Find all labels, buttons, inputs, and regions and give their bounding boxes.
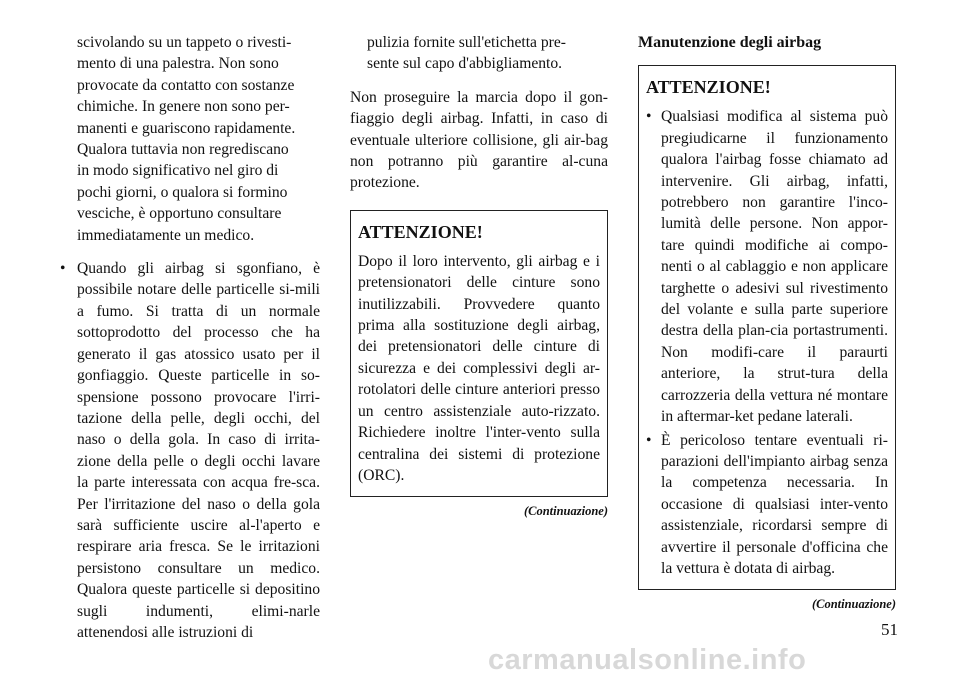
continuation-label: (Continuazione): [811, 597, 896, 612]
bullet-text: È pericoloso tentare eventuali ri-parazioni dell'impianto airbag senza la competenza necessaria. In occasione di qualsiasi inter-vento assistenziale, ricordarsi sempre di avvertire il personale d'officina che la vettura è dotata di airbag.: [661, 431, 888, 577]
watermark: carmanualsonline.info: [488, 644, 807, 676]
text-line: vesciche, è opportuno consultare: [77, 205, 282, 223]
text-line: scivolando su un tappeto o rivesti-: [77, 34, 292, 51]
page-number: 51: [881, 620, 898, 639]
warning-title: ATTENZIONE!: [646, 77, 771, 98]
text-line: manenti e guariscono rapidamente.: [77, 119, 296, 137]
text-line: chimiche. In genere non sono per-: [77, 98, 290, 116]
text-line: immediatamente un medico.: [77, 226, 255, 244]
column-middle: [350, 32, 608, 523]
bullet-continued: [350, 32, 608, 75]
bullet-icon: •: [646, 108, 652, 126]
warning-text: Dopo il loro intervento, gli airbag e i pretensionatori delle cinture sono inutilizzabili. Provvedere quanto prima alla sostituzione degli airbag, dei pretensionatori delle cinture di sicurezza e dei complessivi degli ar-rotolatori delle cinture anteriori presso un centro assistenziale auto-rizzato. Richiedere inoltre l'inter-vento sulla centralina dei sistemi di protezione (ORC).: [358, 252, 600, 484]
text-line: sente sul capo d'abbigliamento.: [367, 55, 563, 73]
text-line: pochi giorni, o qualora si formino: [77, 183, 288, 201]
bullet-text: Qualsiasi modifica al sistema può pregiudicarne il funzionamento qualora l'airbag fosse chiamato ad intervenire. Gli airbag, infatti, potrebbero non garantire l'inco-lumità delle persone. Non appor-tare quindi modifiche ai compo-nenti o al cablaggio e non applicare targhette o adesivi sul rivestimento del volante e sulla parte superiore destra della plan-cia portastrumenti. Non modifi-care il paraurti anteriore, la strut-tura della carrozzeria della vettura né montare in aftermar-ket pedane laterali.: [661, 108, 888, 426]
warning-box: [350, 210, 608, 497]
bullet-text: Quando gli airbag si sgonfiano, è possibile notare delle particelle si-mili a fumo. Si tratta di un normale sottoprodotto del processo che ha generato il gas atossico usato per il gonfiaggio. Queste particelle in so-spensione possono provocare l'irri-tazione della pelle, degli occhi, del naso o della gola. In caso di irrita-zione della pelle o degli occhi lavare la parte interessata con acqua fre-sca. Per l'irritazione del naso o della gola sarà sufficiente uscire al-l'aperto e respirare aria fresca. Se le irritazioni persistono consultare un medico. Qualora queste particelle si depositino sugli indumenti, elimi-narle attenendosi alle istruzioni di: [77, 260, 320, 641]
column-right: [638, 32, 896, 616]
warning-title: ATTENZIONE!: [358, 221, 483, 242]
warning-box: [638, 65, 896, 590]
bullet-icon: •: [60, 260, 66, 278]
paragraph: Non proseguire la marcia dopo il gon-fiaggio degli airbag. Infatti, in caso di eventuale ulteriore collisione, gli air-bag non potranno più garantire al-cuna protezione.: [350, 88, 608, 192]
bullet-item: [60, 258, 320, 643]
column-left: [60, 32, 320, 643]
text-line: Qualora tuttavia non regrediscano: [77, 141, 289, 159]
bullet-item: [646, 106, 888, 427]
bullet-item: [646, 430, 888, 580]
section-heading: Manutenzione degli airbag: [638, 34, 822, 51]
text-line: mento di una palestra. Non sono: [77, 55, 279, 73]
bullet-icon: •: [646, 431, 652, 449]
text-line: in modo significativo nel giro di: [77, 162, 279, 180]
text-line: provocate da contatto con sostanze: [77, 76, 295, 94]
text-line: pulizia fornite sull'etichetta pre-: [367, 34, 566, 51]
paragraph-continued: [60, 32, 320, 246]
continuation-label: (Continuazione): [523, 504, 608, 519]
